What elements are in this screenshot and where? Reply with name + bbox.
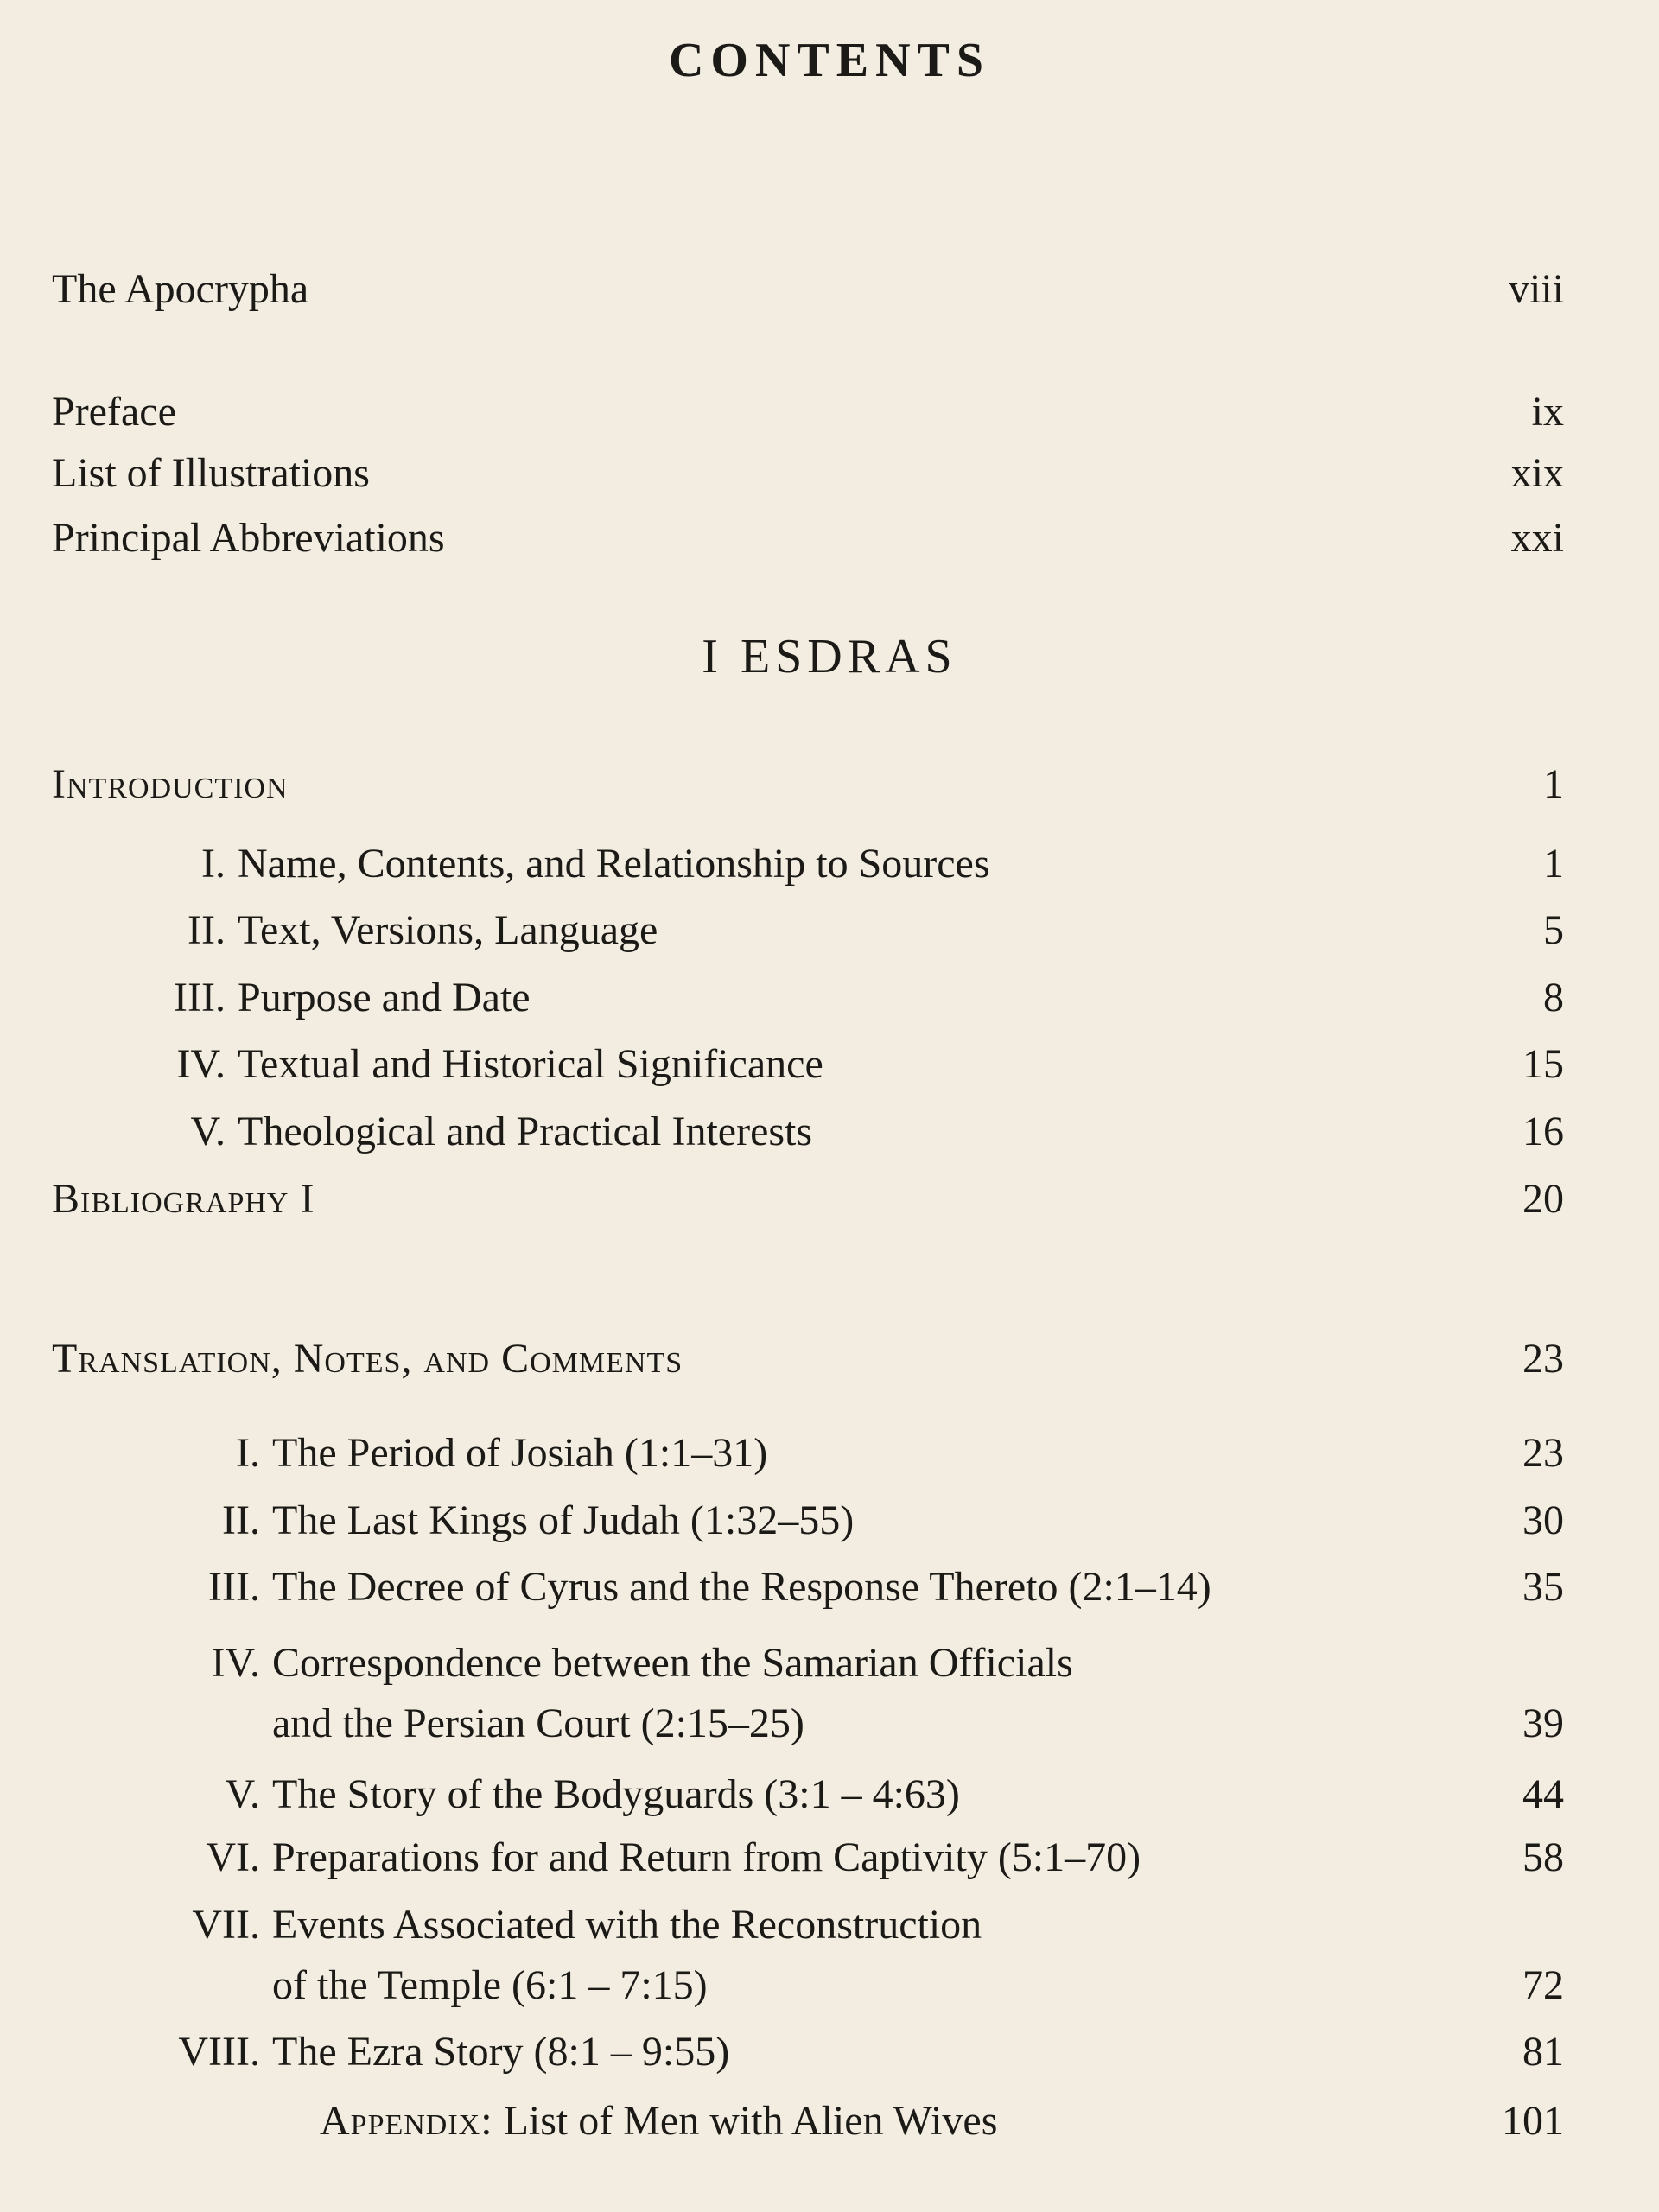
toc-entry-numeral: I. bbox=[201, 841, 226, 887]
toc-entry-title: II. The Last Kings of Judah (1:32–55) bbox=[272, 1495, 854, 1547]
toc-entry-apocrypha[interactable] bbox=[52, 264, 1564, 315]
toc-entry-page: 1 bbox=[1543, 761, 1564, 807]
appendix-label: Appendix: bbox=[320, 2098, 493, 2144]
toc-subentry[interactable] bbox=[52, 2026, 1564, 2078]
toc-subentry[interactable] bbox=[52, 1495, 1564, 1547]
toc-entry-page: viii bbox=[1508, 266, 1564, 312]
toc-entry-page: 5 bbox=[1543, 907, 1564, 953]
toc-entry-page: 15 bbox=[1522, 1041, 1564, 1087]
toc-entry-title: List of Illustrations bbox=[52, 450, 370, 496]
toc-entry-numeral: VIII. bbox=[178, 2029, 260, 2075]
toc-subentry[interactable] bbox=[52, 1427, 1564, 1479]
toc-subentry[interactable] bbox=[52, 1106, 1564, 1158]
toc-entry-title: Principal Abbreviations bbox=[52, 515, 445, 561]
toc-entry-numeral: V. bbox=[190, 1109, 226, 1154]
toc-entry-page: 44 bbox=[1522, 1771, 1564, 1817]
toc-entry-numeral: II. bbox=[188, 907, 226, 953]
toc-entry-title-continued: and the Persian Court (2:15–25) bbox=[272, 1700, 804, 1746]
toc-entry-numeral: IV. bbox=[176, 1041, 226, 1087]
toc-entry-title: IV. Textual and Historical Significance bbox=[238, 1039, 823, 1090]
toc-section-title: Introduction bbox=[52, 761, 289, 807]
toc-subentry[interactable] bbox=[52, 838, 1564, 890]
toc-entry-page: 20 bbox=[1522, 1176, 1564, 1222]
toc-entry-introduction[interactable] bbox=[52, 759, 1564, 810]
toc-entry-title: III. The Decree of Cyrus and the Response Thereto (2:1–14) bbox=[272, 1561, 1211, 1613]
toc-section-title: Bibliography I bbox=[52, 1176, 315, 1222]
toc-entry-numeral: VI. bbox=[206, 1834, 260, 1880]
toc-entry-page: 39 bbox=[1522, 1700, 1564, 1746]
toc-subentry[interactable] bbox=[52, 972, 1564, 1024]
toc-entry-page: 23 bbox=[1522, 1430, 1564, 1476]
toc-subentry[interactable] bbox=[52, 1769, 1564, 1821]
toc-entry-page: 101 bbox=[1502, 2098, 1564, 2144]
toc-entry-title-continued: of the Temple (6:1 – 7:15) bbox=[272, 1962, 708, 2008]
toc-entry-page: 30 bbox=[1522, 1497, 1564, 1543]
toc-entry-illustrations[interactable] bbox=[52, 448, 1564, 499]
toc-subentry[interactable] bbox=[52, 1561, 1564, 1613]
toc-entry-title: II. Text, Versions, Language bbox=[238, 905, 658, 957]
toc-section-title: Translation, Notes, and Comments bbox=[52, 1336, 683, 1382]
toc-entry-title: VII. Events Associated with the Reconstruction of the Temple (6:1 – 7:15) bbox=[272, 1899, 982, 1951]
toc-entry-title: The Apocrypha bbox=[52, 266, 309, 312]
toc-entry-numeral: VII. bbox=[192, 1902, 260, 1948]
toc-entry-title: IV. Correspondence between the Samarian Officials and the Persian Court (2:15–25) bbox=[272, 1637, 1073, 1689]
toc-subentry[interactable] bbox=[52, 905, 1564, 957]
toc-entry-page: 58 bbox=[1522, 1834, 1564, 1880]
toc-entry-title: Preface bbox=[52, 389, 176, 435]
toc-entry-title: I. Name, Contents, and Relationship to Sources bbox=[238, 838, 990, 890]
toc-entry-page: ix bbox=[1531, 389, 1564, 435]
toc-entry-numeral: III. bbox=[174, 975, 226, 1020]
toc-entry-numeral: III. bbox=[208, 1564, 260, 1610]
toc-entry-numeral: V. bbox=[225, 1771, 260, 1817]
book-heading: I ESDRAS bbox=[702, 630, 957, 683]
toc-entry-bibliography[interactable] bbox=[52, 1173, 1564, 1225]
toc-entry-numeral: IV. bbox=[211, 1640, 260, 1686]
toc-entry-appendix[interactable] bbox=[52, 2095, 1564, 2147]
toc-entry-page: xxi bbox=[1510, 515, 1564, 561]
toc-entry-title: VI. Preparations for and Return from Captivity (5:1–70) bbox=[272, 1832, 1141, 1884]
toc-entry-title: V. The Story of the Bodyguards (3:1 – 4:63) bbox=[272, 1769, 960, 1821]
toc-entry-abbreviations[interactable] bbox=[52, 512, 1564, 564]
toc-entry-numeral: II. bbox=[222, 1497, 260, 1543]
toc-subentry[interactable] bbox=[52, 1039, 1564, 1090]
toc-subentry[interactable] bbox=[52, 1832, 1564, 1884]
toc-entry-page: 72 bbox=[1522, 1962, 1564, 2008]
toc-entry-title: I. The Period of Josiah (1:1–31) bbox=[272, 1427, 767, 1479]
toc-entry-page: 35 bbox=[1522, 1564, 1564, 1610]
toc-entry-page: 8 bbox=[1543, 975, 1564, 1020]
contents-heading: CONTENTS bbox=[668, 34, 991, 87]
toc-entry-preface[interactable] bbox=[52, 386, 1564, 438]
toc-subentry[interactable] bbox=[52, 1637, 1564, 1758]
toc-entry-title: III. Purpose and Date bbox=[238, 972, 531, 1024]
toc-entry-page: 16 bbox=[1522, 1109, 1564, 1154]
toc-entry-page: 81 bbox=[1522, 2029, 1564, 2075]
toc-entry-page: xix bbox=[1510, 450, 1564, 496]
toc-entry-title: VIII. The Ezra Story (8:1 – 9:55) bbox=[272, 2026, 729, 2078]
toc-entry-title: Appendix: List of Men with Alien Wives bbox=[320, 2098, 998, 2144]
toc-entry-numeral: I. bbox=[236, 1430, 260, 1476]
toc-entry-translation[interactable] bbox=[52, 1333, 1564, 1385]
toc-subentry[interactable] bbox=[52, 1899, 1564, 2020]
toc-entry-title: V. Theological and Practical Interests bbox=[238, 1106, 812, 1158]
toc-entry-page: 23 bbox=[1522, 1336, 1564, 1382]
toc-entry-page: 1 bbox=[1543, 841, 1564, 887]
